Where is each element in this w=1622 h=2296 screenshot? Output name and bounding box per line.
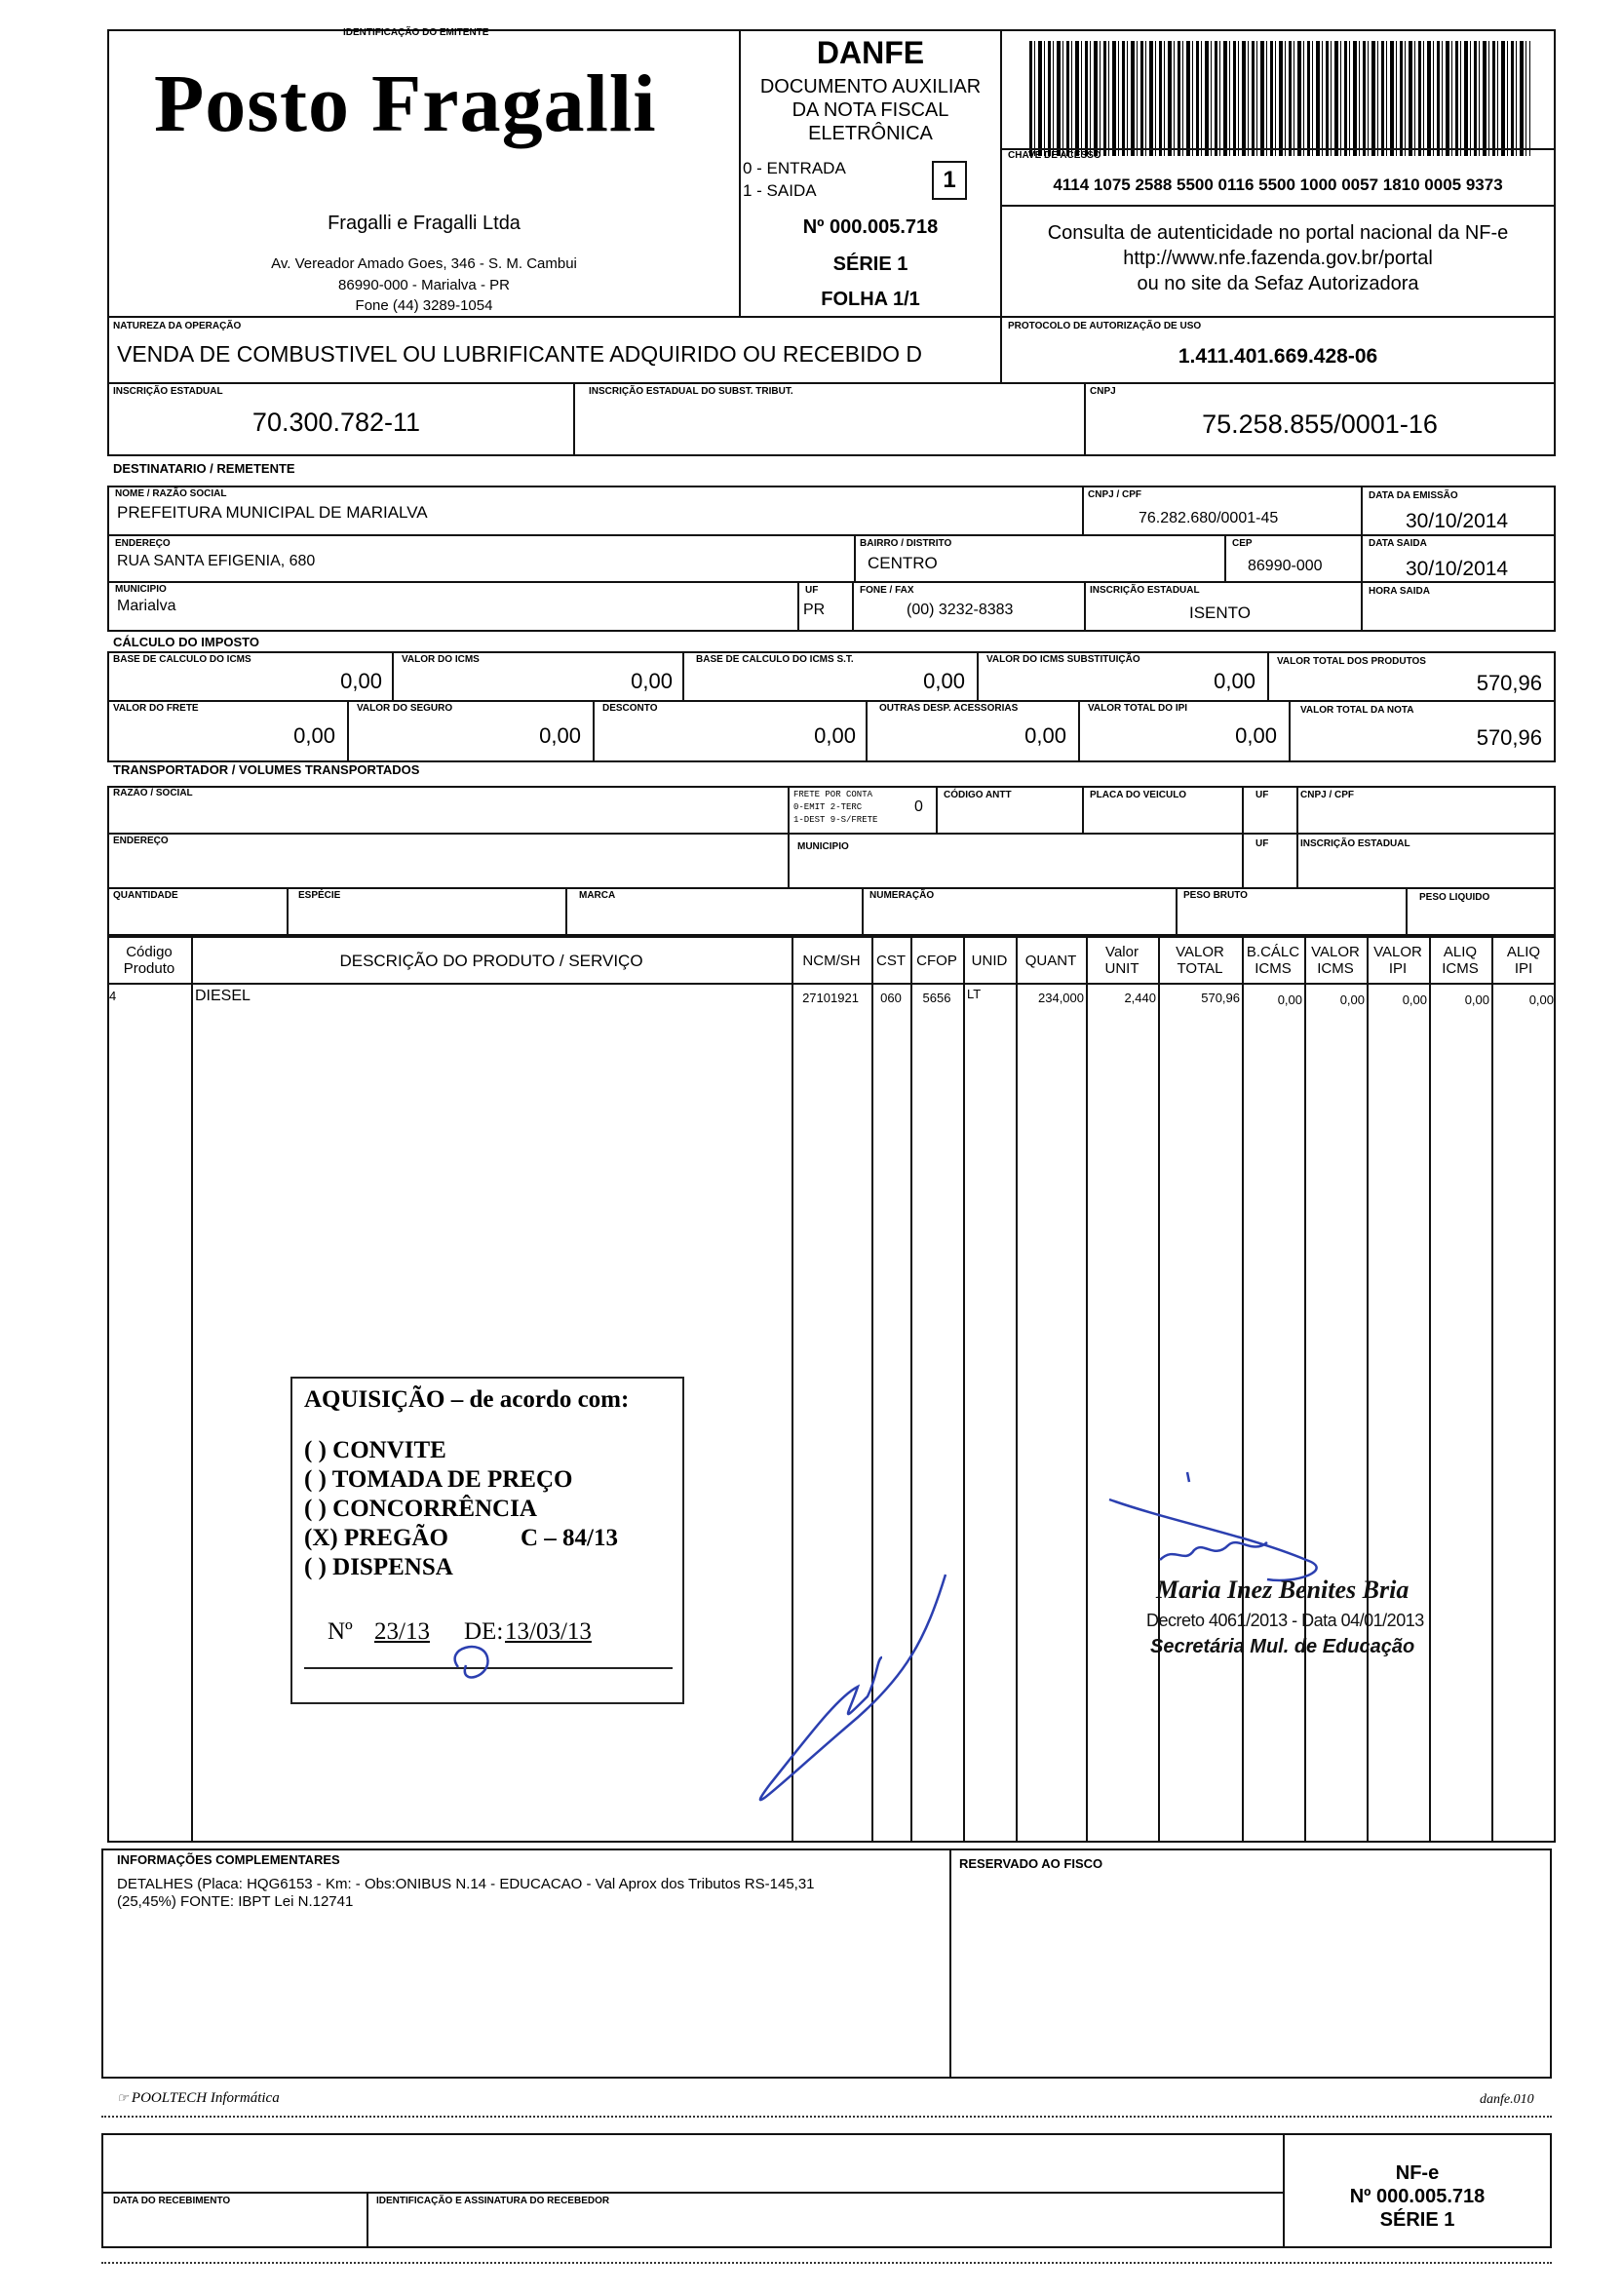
dest-fone: (00) 3232-8383 [907, 602, 1014, 618]
bc-icms: 0,00 [340, 669, 382, 693]
v-icms: 0,00 [631, 669, 673, 693]
dest-saida: 30/10/2014 [1406, 558, 1509, 580]
danfe-saida: 1 - SAIDA [743, 181, 817, 200]
stamp-de: 13/03/13 [505, 1618, 592, 1645]
chave-value: 4114 1075 2588 5500 0116 5500 1000 0057 1810 0005 9373 [1053, 175, 1503, 194]
emitente-logo: Posto Fragalli [154, 58, 657, 149]
th-aipi: ALIQ IPI [1506, 944, 1541, 977]
dest-cnpj-label: CNPJ / CPF [1088, 489, 1142, 500]
signer-name: Maria Inez Benites Bria [1156, 1576, 1410, 1604]
danfe-folha: FOLHA 1/1 [821, 289, 920, 310]
stamp-tomada: ( ) TOMADA DE PREÇO [304, 1466, 573, 1493]
peso-bruto-label: PESO BRUTO [1183, 890, 1248, 901]
danfe-version: danfe.010 [1480, 2092, 1534, 2107]
dest-ie: ISENTO [1189, 603, 1251, 622]
stamp-concorrencia: ( ) CONCORRÊNCIA [304, 1496, 537, 1522]
emitente-label: IDENTIFICAÇÃO DO EMITENTE [343, 27, 489, 38]
bc-st: 0,00 [923, 669, 965, 693]
signer-cargo: Secretária Mul. de Educação [1150, 1636, 1415, 1657]
frete-conta-2: 0-EMIT 2-TERC [793, 802, 863, 812]
desconto-label: DESCONTO [602, 703, 658, 714]
stamp-convite: ( ) CONVITE [304, 1437, 446, 1463]
dest-bairro-label: BAIRRO / DISTRITO [860, 538, 952, 549]
cnpj-label: CNPJ [1090, 386, 1116, 397]
chave-label: CHAVE DE ACESSO [1008, 150, 1101, 161]
desconto: 0,00 [814, 723, 856, 748]
transportador-section: TRANSPORTADOR / VOLUMES TRANSPORTADOS [113, 762, 420, 777]
consulta-line-1: Consulta de autenticidade no portal nacional da NF-e [1047, 222, 1509, 244]
danfe-entrada: 0 - ENTRADA [743, 159, 846, 177]
dest-cnpj: 76.282.680/0001-45 [1139, 510, 1279, 526]
protocolo-label: PROTOCOLO DE AUTORIZAÇÃO DE USO [1008, 321, 1202, 331]
dest-uf: PR [803, 602, 826, 618]
danfe-tipo-box: 1 [932, 161, 967, 200]
danfe-numero: Nº 000.005.718 [802, 216, 939, 238]
especie-label: ESPÉCIE [298, 890, 341, 901]
dest-hora-label: HORA SAIDA [1369, 586, 1430, 597]
consulta-line-3: ou no site da Sefaz Autorizadora [1137, 273, 1419, 294]
stamp-title: AQUISIÇÃO – de acordo com: [304, 1386, 630, 1413]
info-line-2: (25,45%) FONTE: IBPT Lei N.12741 [117, 1893, 354, 1910]
danfe-serie: SÉRIE 1 [832, 253, 908, 275]
danfe-subtitle-1: DOCUMENTO AUXILIAR [759, 76, 982, 97]
v-st-label: VALOR DO ICMS SUBSTITUIÇÃO [986, 654, 1140, 665]
ident-recebedor-label: IDENTIFICAÇÃO E ASSINATURA DO RECEBEDOR [376, 2196, 610, 2206]
stamp-pregao: (X) PREGÃO [304, 1525, 448, 1551]
software-credit: ☞ POOLTECH Informática [117, 2090, 280, 2106]
danfe-subtitle-2: DA NOTA FISCAL [792, 99, 949, 121]
peso-liquido-label: PESO LIQUIDO [1419, 892, 1490, 903]
fisco-label: RESERVADO AO FISCO [959, 1856, 1103, 1871]
signer-decreto: Decreto 4061/2013 - Data 04/01/2013 [1146, 1611, 1424, 1630]
stamp-num: 23/13 [374, 1618, 430, 1645]
imposto-section: CÁLCULO DO IMPOSTO [113, 635, 259, 649]
transp-uf2-label: UF [1255, 838, 1269, 849]
consulta-line-2: http://www.nfe.fazenda.gov.br/portal [1123, 248, 1433, 269]
row-bcalc: 0,00 [1277, 992, 1302, 1007]
v-icms-label: VALOR DO ICMS [402, 654, 480, 665]
marca-label: MARCA [579, 890, 616, 901]
emitente-fone: Fone (44) 3289-1054 [355, 297, 493, 314]
row-vicms: 0,00 [1339, 992, 1365, 1007]
numeracao-label: NUMERAÇÃO [869, 890, 935, 901]
v-prod: 570,96 [1476, 671, 1542, 695]
stamp-dispensa: ( ) DISPENSA [304, 1554, 453, 1580]
destinatario-section: DESTINATARIO / REMETENTE [113, 461, 295, 476]
th-descricao: DESCRIÇÃO DO PRODUTO / SERVIÇO [339, 951, 643, 970]
th-ncm: NCM/SH [802, 952, 861, 969]
nota: 570,96 [1476, 725, 1542, 750]
ie-label: INSCRIÇÃO ESTADUAL [113, 386, 223, 397]
bc-st-label: BASE DE CALCULO DO ICMS S.T. [696, 654, 854, 665]
th-bcalc: B.CÁLC ICMS [1246, 944, 1300, 977]
fisco-box [949, 1848, 1552, 2079]
transp-ie-label: INSCRIÇÃO ESTADUAL [1300, 838, 1410, 849]
dest-ie-label: INSCRIÇÃO ESTADUAL [1090, 585, 1200, 596]
th-cst: CST [876, 952, 906, 969]
row-aipi: 0,00 [1528, 992, 1554, 1007]
transp-municipio-label: MUNICIPIO [797, 841, 849, 852]
ipi: 0,00 [1235, 723, 1277, 748]
danfe-title: DANFE [816, 35, 925, 70]
protocolo-value: 1.411.401.669.428-06 [1178, 345, 1378, 368]
dest-municipio: Marialva [117, 598, 176, 614]
th-codigo: Código Produto [123, 944, 175, 977]
dest-endereco: RUA SANTA EFIGENIA, 680 [117, 553, 316, 569]
th-vtotal: VALOR TOTAL [1176, 944, 1224, 977]
row-cfop: 5656 [922, 991, 951, 1005]
frete-conta-1: FRETE POR CONTA [793, 790, 873, 799]
th-cfop: CFOP [916, 952, 957, 969]
th-quant: QUANT [1024, 952, 1077, 969]
dest-uf-label: UF [805, 585, 819, 596]
dest-saida-label: DATA SAIDA [1369, 538, 1427, 549]
v-prod-label: VALOR TOTAL DOS PRODUTOS [1277, 656, 1426, 667]
outras: 0,00 [1024, 723, 1066, 748]
th-vicms: VALOR ICMS [1311, 944, 1360, 977]
frete-conta-3: 1-DEST 9-S/FRETE [793, 815, 878, 825]
emitente-endereco: Av. Vereador Amado Goes, 346 - S. M. Cambui [271, 255, 577, 272]
dest-cep: 86990-000 [1248, 558, 1323, 574]
th-aicms: ALIQ ICMS [1442, 944, 1479, 977]
frete: 0,00 [293, 723, 335, 748]
data-recebimento-label: DATA DO RECEBIMENTO [113, 2196, 231, 2206]
ie-value: 70.300.782-11 [251, 408, 421, 437]
canhoto-nfe: NF-e [1395, 2162, 1440, 2184]
v-st: 0,00 [1214, 669, 1255, 693]
info-line-1: DETALHES (Placa: HQG6153 - Km: - Obs:ONIBUS N.14 - EDUCACAO - Val Aprox dos Tributos RS-145,31 [117, 1876, 815, 1892]
outras-label: OUTRAS DESP. ACESSORIAS [879, 703, 1019, 714]
nota-label: VALOR TOTAL DA NOTA [1300, 705, 1414, 716]
transp-endereco-label: ENDEREÇO [113, 836, 169, 846]
transp-cnpj-label: CNPJ / CPF [1300, 790, 1355, 800]
stamp-pregao-num: C – 84/13 [521, 1525, 618, 1551]
dest-fone-label: FONE / FAX [860, 585, 914, 596]
row-cst: 060 [880, 991, 902, 1005]
dest-emissao-label: DATA DA EMISSÃO [1369, 490, 1458, 501]
ie-st-label: INSCRIÇÃO ESTADUAL DO SUBST. TRIBUT. [589, 386, 793, 397]
dest-emissao: 30/10/2014 [1406, 510, 1509, 532]
stamp-num-label: Nº [328, 1618, 353, 1645]
ipi-label: VALOR TOTAL DO IPI [1088, 703, 1188, 714]
dest-nome: PREFEITURA MUNICIPAL DE MARIALVA [117, 503, 428, 522]
th-unid: UNID [971, 952, 1008, 969]
frete-label: VALOR DO FRETE [113, 703, 199, 714]
info-label: INFORMAÇÕES COMPLEMENTARES [117, 1852, 340, 1867]
emitente-razao: Fragalli e Fragalli Ltda [328, 213, 521, 234]
transp-uf-label: UF [1255, 790, 1269, 800]
row-quant: 234,000 [1038, 991, 1084, 1005]
row-unid: LT [967, 987, 982, 1001]
stamp-de-label: DE: [464, 1618, 504, 1645]
emitente-cep: 86990-000 - Marialva - PR [338, 277, 510, 293]
seguro: 0,00 [539, 723, 581, 748]
frete-conta-val: 0 [914, 798, 923, 815]
row-descricao: DIESEL [195, 988, 251, 1004]
danfe-subtitle-3: ELETRÔNICA [808, 123, 933, 144]
natureza-label: NATUREZA DA OPERAÇÃO [113, 321, 242, 331]
pooltech-icon: ☞ [117, 2090, 132, 2105]
row-ncm: 27101921 [802, 991, 859, 1005]
seguro-label: VALOR DO SEGURO [357, 703, 453, 714]
transp-razao-label: RAZÃO / SOCIAL [113, 788, 193, 798]
placa-label: PLACA DO VEICULO [1090, 790, 1187, 800]
bc-icms-label: BASE DE CALCULO DO ICMS [113, 654, 251, 665]
row-vunit: 2,440 [1124, 991, 1156, 1005]
quantidade-label: QUANTIDADE [113, 890, 178, 901]
row-codigo: 4 [109, 989, 117, 1003]
dest-municipio-label: MUNICIPIO [115, 584, 167, 595]
row-vipi: 0,00 [1402, 992, 1427, 1007]
row-aicms: 0,00 [1464, 992, 1489, 1007]
cnpj-value: 75.258.855/0001-16 [1202, 409, 1438, 439]
natureza-value: VENDA DE COMBUSTIVEL OU LUBRIFICANTE ADQUIRIDO OU RECEBIDO D [117, 341, 923, 367]
canhoto-serie: SÉRIE 1 [1379, 2209, 1455, 2231]
dest-endereco-label: ENDEREÇO [115, 538, 171, 549]
row-vtotal: 570,96 [1201, 991, 1240, 1005]
canhoto-numero: Nº 000.005.718 [1349, 2186, 1486, 2207]
antt-label: CÓDIGO ANTT [944, 790, 1012, 800]
dest-bairro: CENTRO [868, 554, 938, 572]
dest-cep-label: CEP [1232, 538, 1253, 549]
dest-nome-label: NOME / RAZÃO SOCIAL [115, 488, 227, 499]
th-vipi: VALOR IPI [1373, 944, 1422, 977]
th-vunit: Valor UNIT [1104, 944, 1139, 977]
